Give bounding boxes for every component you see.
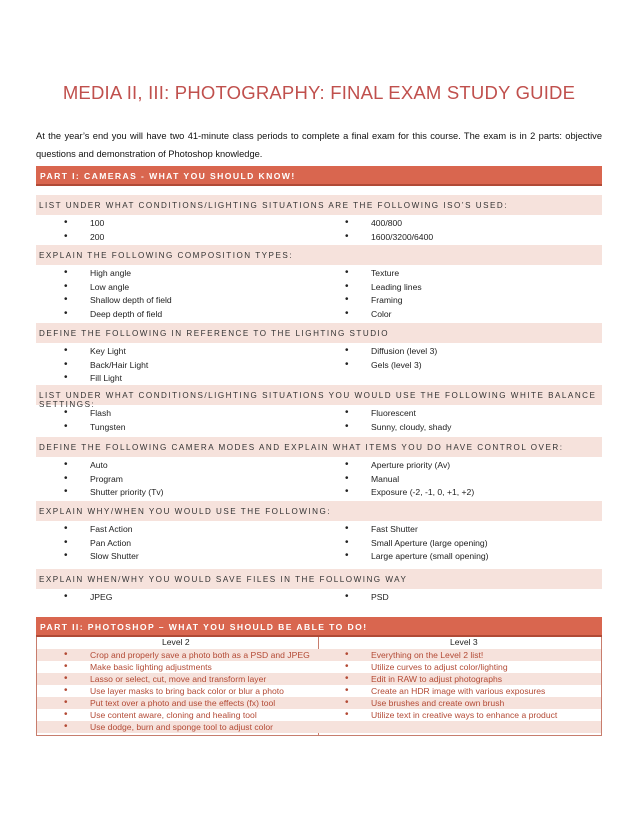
list-item-text: Fast Action [90,524,133,534]
list-item-text: Texture [371,268,400,278]
bullet-icon: • [345,591,349,602]
list-item-text: Use dodge, burn and sponge tool to adjust color [90,722,273,732]
list-item-text: Everything on the Level 2 list! [371,650,484,660]
list-item-text: Slow Shutter [90,551,139,561]
list-item-text: Deep depth of field [90,308,163,319]
part-2-header: PART II: PHOTOSHOP – WHAT YOU SHOULD BE ABLE TO DO! [36,617,602,637]
bullet-icon: • [345,536,349,548]
bullet-icon: • [64,345,68,356]
list-item-text: Lasso or select, cut, move and transform layer [90,674,267,684]
list-item-text: Fast Shutter [371,524,418,534]
bullet-icon: • [345,661,349,672]
list-item-text: Program [90,473,123,484]
bullet-icon: • [64,697,68,708]
list-item-text: JPEG [90,592,113,602]
list-item-text: Small Aperture (large opening) [371,537,488,548]
bullet-icon: • [64,358,68,370]
bullet-icon: • [345,217,349,228]
list-item-text: Aperture priority (Av) [371,460,451,470]
section-header: EXPLAIN WHEN/WHY YOU WOULD SAVE FILES IN THE FOLLOWING WAY [36,569,602,589]
bullet-icon: • [345,230,349,242]
bullet-icon: • [345,280,349,292]
section-header: DEFINE THE FOLLOWING CAMERA MODES AND EXPLAIN WHAT ITEMS YOU DO HAVE CONTROL OVER: [36,437,602,457]
list-item-text: Make basic lighting adjustments [90,662,212,672]
bullet-icon: • [64,486,68,497]
bullet-icon: • [64,472,68,484]
bullet-icon: • [64,280,68,292]
section-header: DEFINE THE FOLLOWING IN REFERENCE TO THE LIGHTING STUDIO [36,323,602,343]
bullet-icon: • [64,230,68,242]
bullet-icon: • [345,345,349,356]
list-item-text: 100 [90,218,105,228]
bullet-icon: • [345,673,349,684]
list-item-text: Shallow depth of field [90,295,172,305]
list-item-text: Utilize curves to adjust color/lighting [371,662,508,672]
list-item-text: Crop and properly save a photo both as a PSD and JPEG [90,650,310,660]
bullet-icon: • [345,697,349,708]
section-header: LIST UNDER WHAT CONDITIONS/LIGHTING SITUATIONS ARE THE FOLLOWING ISO’S USED: [36,195,602,215]
bullet-icon: • [64,649,68,660]
bullet-icon: • [345,472,349,484]
bullet-icon: • [345,307,349,319]
list-item-text: Auto [90,460,108,470]
list-item-text: Flash [90,408,112,418]
list-item-text: 200 [90,231,105,242]
list-item-text: Color [371,308,392,319]
list-item-text: Fluorescent [371,408,416,418]
bullet-icon: • [64,673,68,684]
list-item-text: Put text over a photo and use the effects (fx) tool [90,698,276,708]
page-title: MEDIA II, III: PHOTOGRAPHY: FINAL EXAM STUDY GUIDE [62,82,576,103]
bullet-icon: • [64,661,68,672]
list-item-text: Sunny, cloudy, shady [371,421,452,432]
bullet-icon: • [345,294,349,305]
list-item-text: Gels (level 3) [371,359,422,370]
list-item-text: Exposure (-2, -1, 0, +1, +2) [371,487,475,497]
bullet-icon: • [64,459,68,470]
section-header: EXPLAIN WHY/WHEN YOU WOULD USE THE FOLLOWING: [36,501,602,521]
list-item-text: Low angle [90,281,130,292]
list-item-text: Tungsten [90,421,126,432]
list-item-text: Framing [371,295,403,305]
list-item-text: PSD [371,592,389,602]
bullet-icon: • [64,307,68,319]
bullet-icon: • [64,550,68,561]
bullet-icon: • [345,420,349,432]
bullet-icon: • [64,536,68,548]
bullet-icon: • [345,709,349,720]
list-item-text: Use brushes and create own brush [371,698,505,708]
bullet-icon: • [64,591,68,602]
bullet-icon: • [64,407,68,418]
bullet-icon: • [345,685,349,696]
list-item-text: Key Light [90,346,126,356]
list-item-text: Utilize text in creative ways to enhance a product [371,710,558,720]
list-item-text: Fill Light [90,373,122,383]
list-item-text: Pan Action [90,537,132,548]
column-header-level-2: Level 2 [162,637,190,647]
list-item-text: 1600/3200/6400 [371,231,434,242]
bullet-icon: • [345,459,349,470]
column-header-level-3: Level 3 [450,637,478,647]
bullet-icon: • [64,721,68,732]
bullet-icon: • [345,523,349,534]
bullet-icon: • [64,217,68,228]
bullet-icon: • [345,649,349,660]
bullet-icon: • [345,486,349,497]
list-item-text: Leading lines [371,281,422,292]
list-item-text: Shutter priority (Tv) [90,487,164,497]
list-item-text: Back/Hair Light [90,359,149,370]
intro-paragraph: At the year’s end you will have two 41-minute class periods to complete a final exam for this course. The exam is in 2 parts: objective questions and demonstration of Photoshop knowledge. [36,131,602,159]
bullet-icon: • [345,267,349,278]
list-item-text: Large aperture (small opening) [371,551,489,561]
list-item-text: Create an HDR image with various exposures [371,686,546,696]
bullet-icon: • [64,709,68,720]
list-item-text: 400/800 [371,218,403,228]
bullet-icon: • [345,550,349,561]
bullet-icon: • [345,358,349,370]
list-item-text: High angle [90,268,132,278]
list-item-text: Edit in RAW to adjust photographs [371,674,503,684]
part-1-header: PART I: CAMERAS - WHAT YOU SHOULD KNOW! [36,166,602,186]
section-header: LIST UNDER WHAT CONDITIONS/LIGHTING SITUATIONS YOU WOULD USE THE FOLLOWING WHITE BALANCE SETTINGS: [36,385,602,405]
bullet-icon: • [64,523,68,534]
bullet-icon: • [345,407,349,418]
bullet-icon: • [64,294,68,305]
list-item-text: Use content aware, cloning and healing tool [90,710,257,720]
bullet-icon: • [64,685,68,696]
list-item-text: Manual [371,473,400,484]
list-item-text: Use layer masks to bring back color or blur a photo [90,686,284,696]
bullet-icon: • [64,420,68,432]
bullet-icon: • [64,267,68,278]
bullet-icon: • [64,372,68,383]
list-item-text: Diffusion (level 3) [371,346,438,356]
section-header: EXPLAIN THE FOLLOWING COMPOSITION TYPES: [36,245,602,265]
